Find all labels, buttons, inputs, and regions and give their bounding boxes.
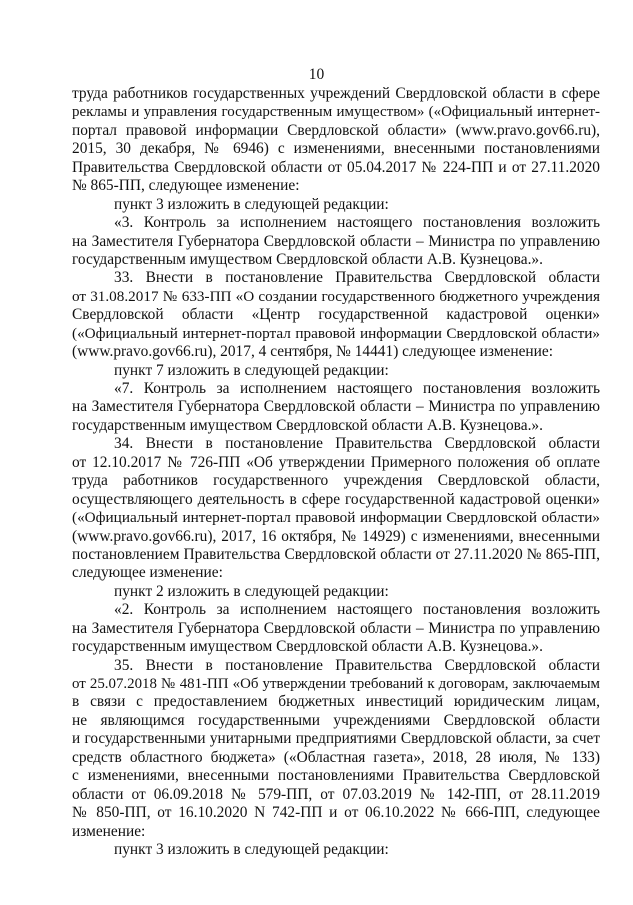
text-line: от 12.10.2017 № 726-ПП «Об утверждении Примерного положения об оплате xyxy=(72,453,600,471)
text-line: «7. Контроль за исполнением настоящего постановления возложить xyxy=(114,380,600,397)
text-line: 34. Внести в постановление Правительства Свердловской области xyxy=(114,435,600,453)
text-line: не являющимся государственными учреждениями Свердловской области xyxy=(72,711,600,729)
text-line: на Заместителя Губернатора Свердловской области – Министра по управлению xyxy=(72,398,600,416)
text-line: государственным имуществом Свердловской области А.В. Кузнецова.». xyxy=(72,250,543,268)
text-line: на Заместителя Губернатора Свердловской области – Министра по управлению xyxy=(72,232,600,250)
text-line: труда работников государственного учреждения Свердловской области, xyxy=(72,472,600,490)
document-body xyxy=(72,85,600,859)
text-line: Правительства Свердловской области от 05.04.2017 № 224-ПП и от 27.11.2020 xyxy=(72,158,600,176)
text-line: от 25.07.2018 № 481-ПП «Об утверждении требований к договорам, заключаемым xyxy=(72,676,600,692)
text-line: («Официальный интернет-портал правовой информации Свердловской области» xyxy=(72,324,600,342)
text-line: рекламы и управления государственным имуществом» («Официальный интернет- xyxy=(72,104,600,121)
text-line: осуществляющего деятельность в сфере государственной кадастровой оценки» xyxy=(72,490,600,508)
text-line: («Официальный интернет-портал правовой информации Свердловской области» xyxy=(72,509,600,527)
text-line: «3. Контроль за исполнением настоящего постановления возложить xyxy=(114,214,600,232)
text-line: на Заместителя Губернатора Свердловской области – Министра по управлению xyxy=(72,619,600,637)
text-line: 2015, 30 декабря, № 6946) с изменениями, внесенными постановлениями xyxy=(72,140,600,158)
text-line: области от 06.09.2018 № 579-ПП, от 07.03.2019 № 142-ПП, от 28.11.2019 xyxy=(72,785,600,803)
text-line: № 850-ПП, от 16.10.2020 N 742-ПП и от 06.10.2022 № 666-ПП, следующее xyxy=(72,804,600,822)
text-line: № 865-ПП, следующее изменение: xyxy=(72,177,300,195)
text-line: следующее изменение: xyxy=(72,564,223,582)
text-line: с изменениями, внесенными постановлениями Правительства Свердловской xyxy=(72,767,600,785)
text-line: от 31.08.2017 № 633-ПП «О создании государственного бюджетного учреждения xyxy=(72,287,600,305)
text-line: постановлением Правительства Свердловской области от 27.11.2020 № 865-ПП, xyxy=(72,545,600,563)
text-line: средств областного бюджета» («Областная газета», 2018, 28 июля, № 133) xyxy=(72,748,600,766)
text-line: пункт 3 изложить в следующей редакции: xyxy=(114,195,389,213)
text-line: 35. Внести в постановление Правительства Свердловской области xyxy=(114,656,600,674)
text-line: в связи с предоставлением бюджетных инвестиций юридическим лицам, xyxy=(72,693,600,711)
text-line: государственным имуществом Свердловской области А.В. Кузнецова.». xyxy=(72,638,543,656)
text-line: Свердловской области «Центр государственной кадастровой оценки» xyxy=(72,306,600,324)
text-line: «2. Контроль за исполнением настоящего постановления возложить xyxy=(114,601,600,619)
text-line: (www.pravo.gov66.ru), 2017, 16 октября, № 14929) с изменениями, внесенными xyxy=(72,527,600,545)
text-line: изменение: xyxy=(72,822,146,840)
text-line: пункт 3 изложить в следующей редакции: xyxy=(114,840,389,858)
text-line: 33. Внести в постановление Правительства Свердловской области xyxy=(114,269,600,287)
text-line: труда работников государственных учреждений Свердловской области в сфере xyxy=(72,85,600,102)
text-line: государственным имуществом Свердловской области А.В. Кузнецова.». xyxy=(72,416,543,434)
text-line: (www.pravo.gov66.ru), 2017, 4 сентября, № 14441) следующее изменение: xyxy=(72,343,554,361)
text-line: пункт 7 изложить в следующей редакции: xyxy=(114,361,389,379)
text-line: пункт 2 изложить в следующей редакции: xyxy=(114,582,389,600)
text-line: портал правовой информации Свердловской области» (www.pravo.gov66.ru), xyxy=(72,121,600,139)
page-number: 10 xyxy=(308,66,325,83)
text-line: и государственными унитарными предприятиями Свердловской области, за счет xyxy=(72,730,600,748)
